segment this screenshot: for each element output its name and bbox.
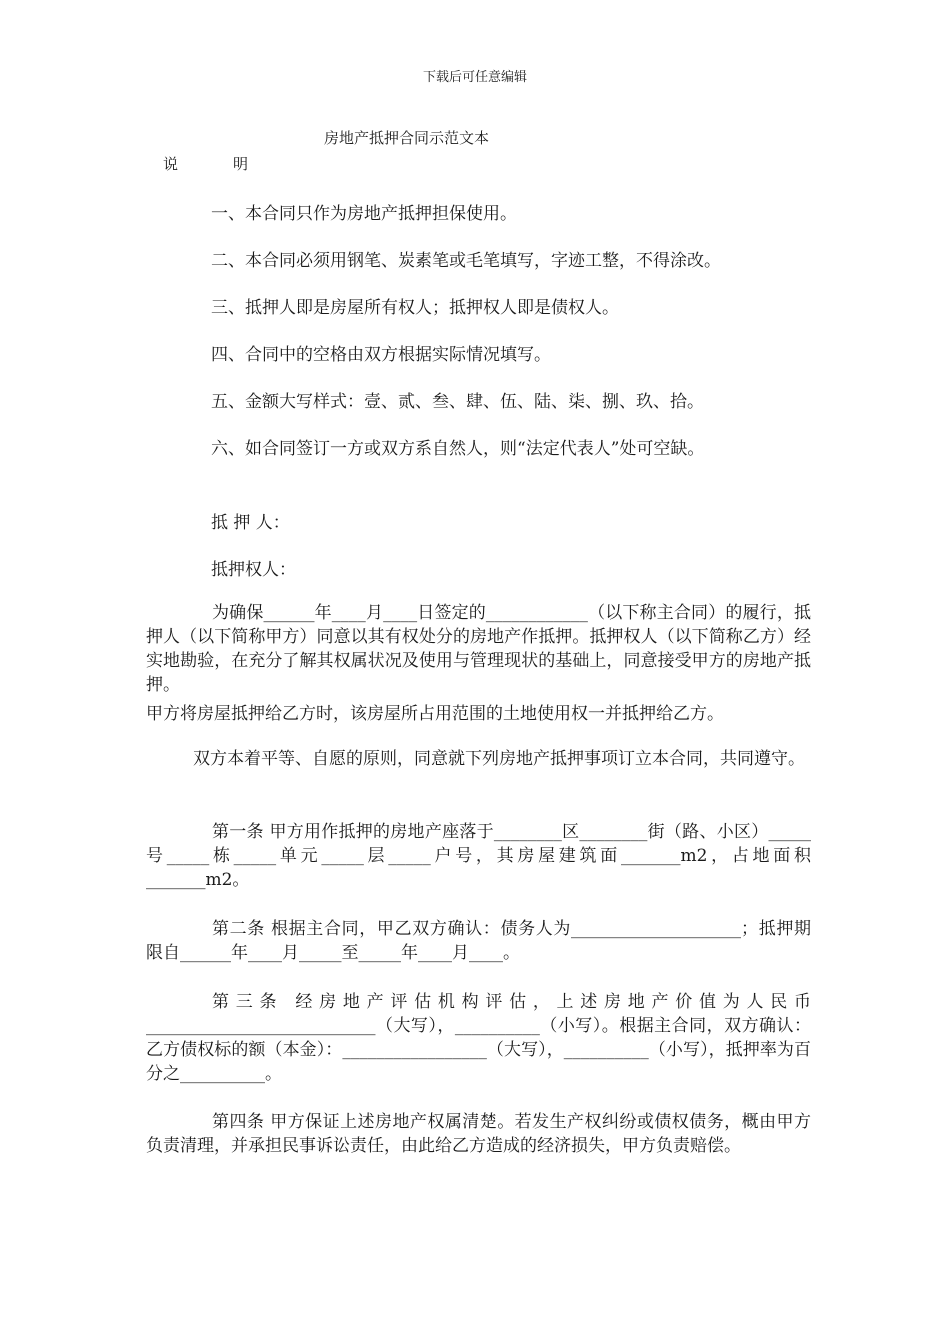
agreement-text: 双方本着平等、自愿的原则，同意就下列房地产抵押事项订立本合同，共同遵守。 xyxy=(193,749,805,769)
note-item: 四、合同中的空格由双方根据实际情况填写。 xyxy=(211,345,551,365)
article-3 xyxy=(146,990,811,1086)
note-item: 六、如合同签订一方或双方系自然人，则“法定代表人”处可空缺。 xyxy=(211,439,705,459)
article-2 xyxy=(146,917,811,965)
mortgagor-label: 抵 押 人： xyxy=(211,513,290,533)
article-text: 第三条 经房地产评估机构评估，上述房地产价值为人民币___________________________（大写），__________（小写）。根据主合同，双方确认：乙方债权标的额（本金）：_________________（大写），__________（小写），抵押率为百分之__________。 xyxy=(146,992,811,1084)
mortgagee-label: 抵押权人： xyxy=(211,560,296,580)
article-text: 第二条 根据主合同，甲乙双方确认：债务人为____________________；抵押期限自______年____月_____至_____年____月____。 xyxy=(146,919,811,963)
land-use-paragraph xyxy=(146,702,811,726)
note-item: 二、本合同必须用钢笔、炭素笔或毛笔填写，字迹工整，不得涂改。 xyxy=(211,251,721,271)
preamble-text: 为确保______年____月____日签定的____________（以下称主合同）的履行，抵押人（以下简称甲方）同意以其有权处分的房地产作抵押。抵押权人（以下简称乙方）经实地勘验，在充分了解其权属状况及使用与管理现状的基础上，同意接受甲方的房地产抵押。 xyxy=(146,603,811,695)
preamble-paragraph xyxy=(146,601,811,697)
document-title: 房地产抵押合同示范文本 xyxy=(324,129,490,147)
note-item: 一、本合同只作为房地产抵押担保使用。 xyxy=(211,204,517,224)
agreement-paragraph xyxy=(146,747,811,771)
article-text: 第一条 甲方用作抵押的房地产座落于________区________街（路、小区）_____号_____栋_____单元_____层_____户号，其房屋建筑面_______m2，占地面积_______m2。 xyxy=(146,822,811,890)
shuoming-label-2: 明 xyxy=(233,155,249,173)
note-item: 五、金额大写样式：壹、贰、叁、肆、伍、陆、柒、捌、玖、拾。 xyxy=(211,392,704,412)
land-use-text: 甲方将房屋抵押给乙方时，该房屋所占用范围的土地使用权一并抵押给乙方。 xyxy=(146,704,724,724)
shuoming-label-1: 说 xyxy=(163,155,179,173)
article-1 xyxy=(146,820,811,892)
article-text: 第四条 甲方保证上述房地产权属清楚。若发生产权纠纷或债权债务，概由甲方负责清理，并承担民事诉讼责任，由此给乙方造成的经济损失，甲方负责赔偿。 xyxy=(146,1112,811,1156)
note-item: 三、抵押人即是房屋所有权人；抵押权人即是债权人。 xyxy=(211,298,619,318)
article-4 xyxy=(146,1110,811,1158)
page-header: 下载后可任意编辑 xyxy=(422,70,527,85)
